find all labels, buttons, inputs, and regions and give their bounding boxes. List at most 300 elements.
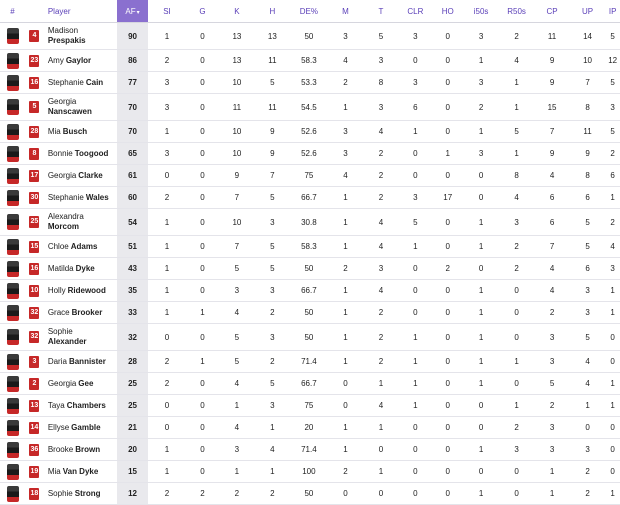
stat-si: 1 [148, 236, 186, 258]
stat-k: 5 [219, 351, 254, 373]
stat-de: 52.6 [290, 121, 328, 143]
table-row[interactable] [0, 72, 620, 94]
guernsey-number [0, 483, 25, 505]
stat-si: 2 [148, 483, 186, 505]
player-photo-icon [7, 354, 19, 370]
guernsey-number [0, 165, 25, 187]
column-header-cp[interactable] [534, 0, 569, 23]
stat-cp: 3 [534, 417, 569, 439]
player-photo-icon [7, 168, 19, 184]
stat-up: 6 [570, 187, 605, 209]
stat-r50s: 2 [499, 258, 534, 280]
guernsey-badge-cell [25, 351, 44, 373]
guernsey-number [0, 324, 25, 351]
stat-cp: 3 [534, 439, 569, 461]
player-name[interactable] [44, 483, 117, 505]
stat-ho: 0 [432, 50, 463, 72]
stat-si: 1 [148, 280, 186, 302]
table-row[interactable] [0, 187, 620, 209]
stat-t: 1 [363, 461, 398, 483]
stat-clr: 1 [399, 236, 432, 258]
player-last-name: Nanscawen [47, 107, 92, 116]
guernsey-badge-cell [25, 417, 44, 439]
stat-i50s: 0 [463, 395, 498, 417]
stat-k: 7 [219, 236, 254, 258]
stat-i50s: 0 [463, 258, 498, 280]
stat-clr: 1 [399, 395, 432, 417]
player-photo-icon [7, 99, 19, 115]
column-header-de[interactable] [290, 0, 328, 23]
stat-g: 0 [186, 280, 219, 302]
player-first-name: Madison [47, 26, 79, 35]
table-row[interactable] [0, 50, 620, 72]
column-header-label: R50s [507, 6, 526, 16]
stat-de: 100 [290, 461, 328, 483]
guernsey-badge-cell [25, 187, 44, 209]
player-name[interactable] [44, 165, 117, 187]
stat-de: 58.3 [290, 50, 328, 72]
player-name[interactable] [44, 395, 117, 417]
stat-af: 70 [117, 94, 148, 121]
stat-cp: 4 [534, 165, 569, 187]
table-row[interactable] [0, 165, 620, 187]
guernsey-badge-cell [25, 483, 44, 505]
player-photo-icon [7, 464, 19, 480]
stat-ho: 2 [432, 258, 463, 280]
player-first-name: Mia [47, 466, 61, 476]
player-last-name: Morcom [47, 222, 79, 231]
stat-k: 5 [219, 258, 254, 280]
stat-i50s: 3 [463, 143, 498, 165]
guernsey-badge-cell [25, 72, 44, 94]
player-last-name: Strong [74, 488, 101, 498]
stat-h: 5 [255, 72, 290, 94]
column-header-up[interactable] [570, 0, 605, 23]
guernsey-badge-cell [25, 50, 44, 72]
stat-m: 1 [328, 94, 363, 121]
guernsey-badge-cell [25, 280, 44, 302]
player-name[interactable] [44, 187, 117, 209]
stat-si: 1 [148, 121, 186, 143]
stat-r50s: 2 [499, 23, 534, 50]
stat-up: 0 [570, 417, 605, 439]
guernsey-badge: 16 [29, 77, 39, 89]
stat-up: 3 [570, 302, 605, 324]
guernsey-badge: 15 [29, 241, 39, 253]
stat-ip: 0 [605, 461, 620, 483]
stat-t: 4 [363, 236, 398, 258]
table-body [0, 23, 620, 505]
player-name[interactable] [44, 236, 117, 258]
column-header-m[interactable] [328, 0, 363, 23]
player-first-name: Taya [47, 400, 65, 410]
stat-up: 4 [570, 351, 605, 373]
table-row[interactable] [0, 209, 620, 236]
column-header-k[interactable] [219, 0, 254, 23]
stat-g: 0 [186, 143, 219, 165]
column-header-label: AF [125, 6, 136, 16]
stat-up: 5 [570, 209, 605, 236]
stat-af: 25 [117, 395, 148, 417]
player-last-name: Gaylor [65, 55, 92, 65]
stat-i50s: 1 [463, 280, 498, 302]
player-name[interactable] [44, 280, 117, 302]
stat-k: 4 [219, 417, 254, 439]
stat-cp: 11 [534, 23, 569, 50]
column-header-label: IP [608, 6, 617, 16]
stat-si: 1 [148, 258, 186, 280]
guernsey-number [0, 302, 25, 324]
player-last-name: Toogood [74, 148, 109, 158]
guernsey-badge-cell [25, 461, 44, 483]
player-first-name: Ellyse [47, 422, 70, 432]
stat-t: 1 [363, 373, 398, 395]
stat-ho: 0 [432, 395, 463, 417]
player-name[interactable] [44, 121, 117, 143]
column-header-h[interactable] [255, 0, 290, 23]
stat-ip: 0 [605, 417, 620, 439]
stat-de: 58.3 [290, 236, 328, 258]
stat-af: 20 [117, 439, 148, 461]
stat-m: 4 [328, 50, 363, 72]
stat-r50s: 0 [499, 302, 534, 324]
column-header-r50s[interactable] [499, 0, 534, 23]
column-header-label: Player [47, 6, 71, 16]
guernsey-badge: 30 [29, 192, 39, 204]
player-last-name: Bannister [68, 356, 106, 366]
player-last-name: Brown [75, 444, 101, 454]
stat-i50s: 1 [463, 121, 498, 143]
column-header-clr[interactable] [399, 0, 432, 23]
stat-clr: 5 [399, 209, 432, 236]
stat-de: 30.8 [290, 209, 328, 236]
stat-g: 0 [186, 209, 219, 236]
stat-g: 0 [186, 417, 219, 439]
stat-t: 5 [363, 23, 398, 50]
stat-r50s: 1 [499, 395, 534, 417]
stat-cp: 3 [534, 324, 569, 351]
stat-g: 0 [186, 50, 219, 72]
stat-i50s: 1 [463, 351, 498, 373]
table-row[interactable] [0, 483, 620, 505]
player-photo-icon [7, 329, 19, 345]
stat-cp: 7 [534, 121, 569, 143]
column-header-g[interactable] [186, 0, 219, 23]
table-row[interactable] [0, 417, 620, 439]
stat-cp: 9 [534, 143, 569, 165]
stat-up: 5 [570, 324, 605, 351]
stat-i50s: 0 [463, 417, 498, 439]
stat-clr: 0 [399, 461, 432, 483]
stat-m: 1 [328, 236, 363, 258]
table-row[interactable] [0, 236, 620, 258]
stat-m: 2 [328, 72, 363, 94]
guernsey-badge: 18 [29, 488, 39, 500]
stat-de: 50 [290, 483, 328, 505]
stat-clr: 0 [399, 302, 432, 324]
player-first-name: Alexandra [47, 212, 84, 221]
stat-si: 2 [148, 187, 186, 209]
player-first-name: Brooke [47, 444, 74, 454]
guernsey-number [0, 72, 25, 94]
stat-i50s: 0 [463, 187, 498, 209]
player-first-name: Stephanie [47, 192, 84, 202]
table-row[interactable] [0, 121, 620, 143]
stat-g: 0 [186, 94, 219, 121]
header-row [0, 0, 620, 23]
stat-g: 0 [186, 373, 219, 395]
stat-ip: 3 [605, 258, 620, 280]
stat-t: 2 [363, 324, 398, 351]
table-row[interactable] [0, 302, 620, 324]
stat-de: 71.4 [290, 439, 328, 461]
stat-up: 3 [570, 280, 605, 302]
stat-ip: 12 [605, 50, 620, 72]
player-name[interactable] [44, 324, 117, 351]
stat-m: 1 [328, 302, 363, 324]
stat-si: 1 [148, 461, 186, 483]
player-last-name: Gamble [71, 422, 101, 432]
stat-k: 3 [219, 439, 254, 461]
column-header-af[interactable] [117, 0, 148, 23]
stat-g: 1 [186, 351, 219, 373]
player-last-name: Adams [70, 241, 98, 251]
stat-h: 13 [255, 23, 290, 50]
table-row[interactable] [0, 351, 620, 373]
column-header-label: CP [546, 6, 558, 16]
guernsey-badge-cell [25, 395, 44, 417]
stat-i50s: 1 [463, 324, 498, 351]
stat-up: 14 [570, 23, 605, 50]
stat-i50s: 0 [463, 461, 498, 483]
column-header-label: G [199, 6, 206, 16]
column-header-[interactable] [0, 0, 25, 23]
table-row[interactable] [0, 324, 620, 351]
player-last-name: Van Dyke [62, 466, 99, 476]
stat-ho: 0 [432, 373, 463, 395]
guernsey-badge-cell [25, 258, 44, 280]
stat-t: 3 [363, 258, 398, 280]
stat-af: 33 [117, 302, 148, 324]
stat-k: 4 [219, 373, 254, 395]
player-name[interactable] [44, 351, 117, 373]
stat-m: 1 [328, 324, 363, 351]
table-row[interactable] [0, 258, 620, 280]
player-name[interactable] [44, 373, 117, 395]
stat-r50s: 3 [499, 439, 534, 461]
player-name[interactable] [44, 258, 117, 280]
stat-r50s: 1 [499, 143, 534, 165]
stat-t: 2 [363, 143, 398, 165]
stat-de: 20 [290, 417, 328, 439]
stat-m: 4 [328, 165, 363, 187]
player-last-name: Brooker [71, 307, 103, 317]
stat-cp: 9 [534, 50, 569, 72]
stat-h: 3 [255, 209, 290, 236]
column-header-label: DE% [299, 6, 319, 16]
stat-i50s: 2 [463, 94, 498, 121]
stat-k: 10 [219, 209, 254, 236]
stat-i50s: 3 [463, 23, 498, 50]
stat-t: 0 [363, 439, 398, 461]
stat-h: 11 [255, 50, 290, 72]
player-first-name: Mia [47, 126, 61, 136]
stat-r50s: 0 [499, 483, 534, 505]
player-last-name: Alexander [47, 337, 87, 346]
guernsey-badge: 13 [29, 400, 39, 412]
stat-clr: 1 [399, 373, 432, 395]
stat-ip: 1 [605, 302, 620, 324]
table-row[interactable] [0, 461, 620, 483]
column-header-label: H [269, 6, 276, 16]
guernsey-number [0, 373, 25, 395]
player-photo-icon [7, 53, 19, 69]
stat-g: 0 [186, 461, 219, 483]
guernsey-badge-cell [25, 236, 44, 258]
guernsey-badge-cell [25, 209, 44, 236]
player-first-name: Chloe [47, 241, 69, 251]
stat-r50s: 5 [499, 121, 534, 143]
stat-t: 4 [363, 395, 398, 417]
stat-cp: 1 [534, 461, 569, 483]
stat-ho: 17 [432, 187, 463, 209]
player-name[interactable] [44, 461, 117, 483]
column-header-t[interactable] [363, 0, 398, 23]
stat-af: 54 [117, 209, 148, 236]
player-name[interactable] [44, 23, 117, 50]
stat-r50s: 0 [499, 324, 534, 351]
player-name[interactable] [44, 94, 117, 121]
guernsey-number [0, 23, 25, 50]
stat-ho: 0 [432, 165, 463, 187]
stat-clr: 1 [399, 121, 432, 143]
stat-de: 52.6 [290, 143, 328, 165]
player-photo-icon [7, 190, 19, 206]
player-name[interactable] [44, 439, 117, 461]
column-header-label: CLR [407, 6, 424, 16]
stat-ip: 5 [605, 121, 620, 143]
stat-ip: 0 [605, 439, 620, 461]
stat-h: 7 [255, 165, 290, 187]
stat-de: 53.3 [290, 72, 328, 94]
player-photo-icon [7, 398, 19, 414]
guernsey-badge-cell [25, 94, 44, 121]
stat-g: 1 [186, 302, 219, 324]
player-first-name: Georgia [47, 97, 77, 106]
stat-k: 10 [219, 143, 254, 165]
stat-h: 1 [255, 417, 290, 439]
stat-ip: 1 [605, 395, 620, 417]
stat-m: 3 [328, 143, 363, 165]
player-name[interactable] [44, 143, 117, 165]
stat-up: 8 [570, 94, 605, 121]
stat-g: 0 [186, 324, 219, 351]
stat-si: 0 [148, 324, 186, 351]
player-name[interactable] [44, 417, 117, 439]
stat-up: 10 [570, 50, 605, 72]
stat-h: 9 [255, 121, 290, 143]
table-row[interactable] [0, 439, 620, 461]
stat-g: 0 [186, 258, 219, 280]
player-name[interactable] [44, 209, 117, 236]
stat-g: 0 [186, 187, 219, 209]
stat-af: 28 [117, 351, 148, 373]
table-row[interactable] [0, 143, 620, 165]
guernsey-badge: 5 [29, 101, 39, 113]
player-name[interactable] [44, 50, 117, 72]
stat-r50s: 1 [499, 72, 534, 94]
stat-ho: 0 [432, 72, 463, 94]
stat-r50s: 1 [499, 351, 534, 373]
stat-af: 35 [117, 280, 148, 302]
stat-k: 2 [219, 483, 254, 505]
stat-m: 1 [328, 280, 363, 302]
column-header-ho[interactable] [432, 0, 463, 23]
player-last-name: Dyke [75, 263, 95, 273]
stat-si: 0 [148, 165, 186, 187]
stat-ip: 1 [605, 187, 620, 209]
player-name[interactable] [44, 302, 117, 324]
stat-h: 5 [255, 373, 290, 395]
stat-af: 25 [117, 373, 148, 395]
stat-r50s: 0 [499, 373, 534, 395]
column-header-label: UP [581, 6, 594, 16]
column-header-player[interactable] [44, 0, 117, 23]
stat-ho: 0 [432, 94, 463, 121]
stat-r50s: 1 [499, 94, 534, 121]
stat-k: 5 [219, 324, 254, 351]
player-photo-icon [7, 239, 19, 255]
stat-clr: 0 [399, 280, 432, 302]
stat-clr: 3 [399, 72, 432, 94]
table-row[interactable] [0, 94, 620, 121]
stat-g: 0 [186, 121, 219, 143]
table-row[interactable] [0, 280, 620, 302]
stat-h: 11 [255, 94, 290, 121]
stat-si: 2 [148, 351, 186, 373]
stat-si: 3 [148, 143, 186, 165]
table-row[interactable] [0, 395, 620, 417]
column-header-ip[interactable] [605, 0, 620, 23]
column-header-i50s[interactable] [463, 0, 498, 23]
player-last-name: Gee [78, 378, 94, 388]
guernsey-badge: 23 [29, 55, 39, 67]
stat-clr: 0 [399, 50, 432, 72]
stat-de: 50 [290, 302, 328, 324]
table-row[interactable] [0, 23, 620, 50]
column-header-si[interactable] [148, 0, 186, 23]
sort-desc-icon: ▾ [136, 9, 140, 16]
player-name[interactable] [44, 72, 117, 94]
stat-t: 8 [363, 72, 398, 94]
stat-g: 0 [186, 439, 219, 461]
stat-g: 0 [186, 165, 219, 187]
player-first-name: Matilda [47, 263, 74, 273]
stat-cp: 9 [534, 72, 569, 94]
stat-cp: 7 [534, 236, 569, 258]
stat-up: 6 [570, 258, 605, 280]
table-row[interactable] [0, 373, 620, 395]
stat-de: 66.7 [290, 280, 328, 302]
player-last-name: Wales [85, 192, 109, 202]
stat-i50s: 0 [463, 165, 498, 187]
stat-de: 50 [290, 324, 328, 351]
stat-af: 77 [117, 72, 148, 94]
guernsey-badge: 8 [29, 148, 39, 160]
guernsey-badge: 32 [29, 331, 39, 343]
player-first-name: Holly [47, 285, 66, 295]
stat-t: 3 [363, 50, 398, 72]
